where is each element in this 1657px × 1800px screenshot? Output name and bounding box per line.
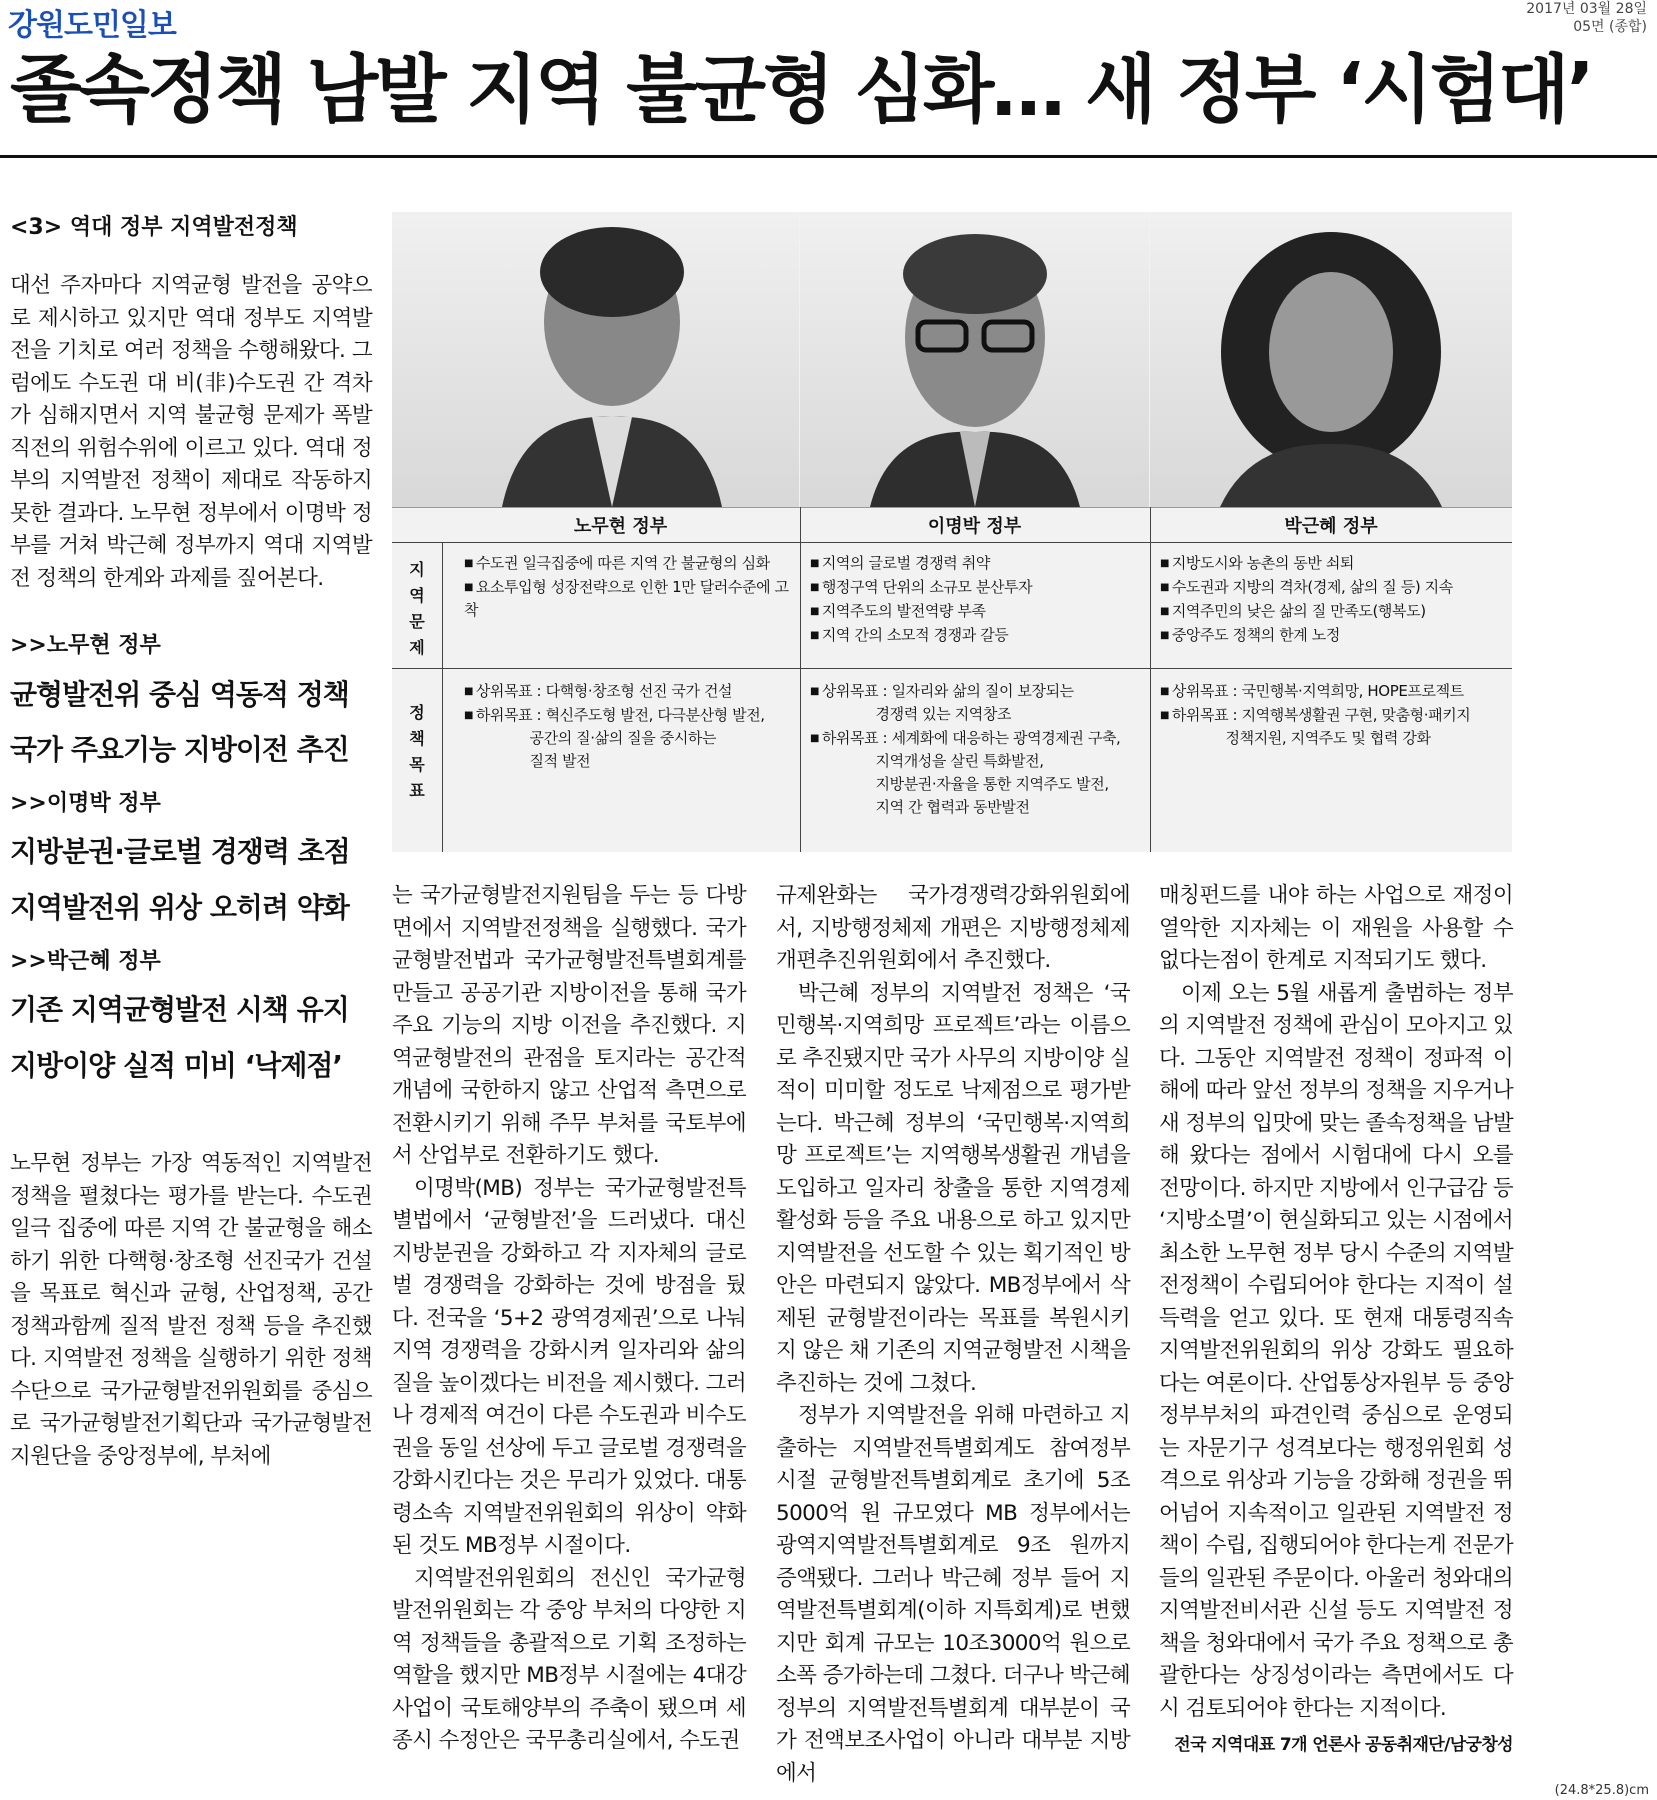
subhead-roh: >>노무현 정부 xyxy=(10,633,161,658)
paragraph: 지역발전위원회의 전신인 국가균형발전위원회는 각 중앙 부처의 다양한 지역 정책들을 총괄적으로 기획 조정하는 역할을 했지만 MB정부 시절에는 4대강 사업이 국토해양부의 주축이 됐으며 세종시 수정안은 국무총리실에서, 수도권 xyxy=(392,1565,746,1753)
article-column-2 xyxy=(392,880,746,1758)
list-item: ■ 상위목표 : 일자리와 삶의 질이 보장되는 경쟁력 있는 지역창조 xyxy=(810,680,1145,726)
goals-lee xyxy=(810,680,1145,820)
row-label-problems-text: 지역문제 xyxy=(409,560,425,657)
list-item: ■ 요소투입형 성장전략으로 인한 1만 달러수준에 고착 xyxy=(464,576,794,622)
problems-lee xyxy=(810,552,1145,648)
list-item: ■ 수도권과 지방의 격차(경제, 삶의 질 등) 지속 xyxy=(1160,576,1505,599)
gov-name-park: 박근혜 정부 xyxy=(1284,516,1378,537)
goals-roh xyxy=(464,680,794,774)
list-item: ■ 지역주도의 발전역량 부족 xyxy=(810,600,1145,623)
left-body-paragraph: 노무현 정부는 가장 역동적인 지역발전 정책을 펼쳤다는 평가를 받는다. 수도권 일극 집중에 따른 지역 간 불균형을 해소하기 위한 다핵형·창조형 선진국가 건설을 목표로 혁신과 균형, 산업정책, 공간정책과함께 질적 발전 정책 등을 추진했다. 지역발전 정책을 실행하기 위한 정책수단으로 국가균형발전위원회를 중심으로 국가균형발전기획단과 국가균형발전지원단을 중앙정부에, 부처에 xyxy=(10,1151,372,1469)
deck-roh-2: 국가 주요기능 지방이전 추진 xyxy=(10,733,349,766)
byline: 전국 지역대표 7개 언론사 공동취재단/남궁창성 xyxy=(1174,1735,1513,1755)
list-item: ■ 수도권 일극집중에 따른 지역 간 불균형의 심화 xyxy=(464,552,794,575)
label-divider xyxy=(442,542,443,852)
article-column-3 xyxy=(776,880,1130,1790)
row-label-goals-text: 정책목표 xyxy=(409,703,425,800)
policy-comparison-infographic xyxy=(392,212,1512,852)
date-line: 2017년 03월 28일 xyxy=(1526,1,1647,17)
table-top-rule xyxy=(392,542,1512,543)
deck-lee-1: 지방분권·글로벌 경쟁력 초점 xyxy=(10,835,350,868)
list-item: ■ 상위목표 : 국민행복·지역희망, HOPE프로젝트 xyxy=(1160,680,1505,703)
column-divider xyxy=(1150,507,1151,852)
issue-date xyxy=(1526,0,1647,36)
problems-park xyxy=(1160,552,1505,648)
article-headline: 졸속정책 남발 지역 불균형 심화… 새 정부 ‘시험대’ xyxy=(10,47,1592,133)
list-item: ■ 중앙주도 정책의 한계 노정 xyxy=(1160,624,1505,647)
newspaper-masthead: 강원도민일보 xyxy=(8,8,176,43)
clipping-size-note: (24.8*25.8)cm xyxy=(1554,1783,1649,1798)
row-label-goals xyxy=(392,700,442,804)
list-item: ■ 지역 간의 소모적 경쟁과 갈등 xyxy=(810,624,1145,647)
person-photo-icon xyxy=(1150,212,1512,507)
paragraph: 정부가 지역발전을 위해 마련하고 지출하는 지역발전특별회계도 참여정부 시절 균형발전특별회계로 초기에 5조 5000억 원 규모였다 MB 정부에서는 광역지역발전특별회계로 9조 원까지 증액됐다. 그러나 박근혜 정부 들어 지역발전특별회계(이하 지특회계)로 변했지만 회계 규모는 10조3000억 원으로 소폭 증가하는데 그쳤다. 더구나 박근혜 정부의 지역발전특별회계 대부분이 국가 전액보조사업이 아니라 대부분 지방에서 xyxy=(776,1403,1130,1786)
list-item: ■ 지역의 글로벌 경쟁력 취약 xyxy=(810,552,1145,575)
person-photo-icon xyxy=(392,212,799,507)
list-item: ■ 지역주민의 낮은 삶의 질 만족도(행복도) xyxy=(1160,600,1505,623)
list-item: ■ 상위목표 : 다핵형·창조형 선진 국가 건설 xyxy=(464,680,794,703)
paragraph: 규제완화는 국가경쟁력강화위원회에서, 지방행정체제 개편은 지방행정체제 개편추진위원회에서 추진했다. xyxy=(776,883,1130,973)
subhead-park: >>박근혜 정부 xyxy=(10,949,161,974)
series-title: <3> 역대 정부 지역발전정책 xyxy=(10,215,298,240)
paragraph: 매칭펀드를 내야 하는 사업으로 재정이 열악한 지자체는 이 재원을 사용할 수 없다는점이 한계로 지적되기도 했다. xyxy=(1159,883,1513,973)
paragraph: 이명박(MB) 정부는 국가균형발전특별법에서 ‘균형발전’을 드러냈다. 대신 지방분권을 강화하고 각 지자체의 글로벌 경쟁력을 강화하는 것에 방점을 뒀다. 전국을 ‘5+2 광역경제권’으로 나눠 지역 경쟁력을 강화시켜 일자리와 삶의 질을 높이겠다는 비전을 제시했다. 그러나 경제적 여건이 다른 수도권과 비수도권을 동일 선상에 두고 글로벌 경쟁력을 강화시킨다는 것은 무리가 있었다. 대통령소속 지역발전위원회의 위상이 약화된 것도 MB정부 시절이다. xyxy=(392,1175,746,1558)
photo-bottom-rule xyxy=(392,507,1512,508)
column-divider xyxy=(800,507,801,852)
row-label-problems xyxy=(392,557,442,661)
paragraph: 는 국가균형발전지원팀을 두는 등 다방면에서 지역발전정책을 실행했다. 국가균형발전법과 국가균형발전특별회계를 만들고 공공기관 지방이전을 통해 국가 주요 기능의 지방 이전을 추진했다. 지역균형발전의 관점을 토지라는 공간적 개념에 국한하지 않고 산업적 측면으로 전환시키기 위해 주무 부처를 국토부에서 산업부로 전환하기도 했다. xyxy=(392,883,746,1168)
paragraph: 이제 오는 5월 새롭게 출범하는 정부의 지역발전 정책에 관심이 모아지고 있다. 그동안 지역발전 정책이 정파적 이해에 따라 앞선 정부의 정책을 지우거나 새 정부의 입맛에 맞는 졸속정책을 남발해 왔다는 점에서 시험대에 다시 오를 전망이다. 하지만 지방에서 인구급감 등 ‘지방소멸’이 현실화되고 있는 시점에서 최소한 노무현 정부 당시 수준의 지역발전정책이 수립되어야 한다는 지적이 설득력을 얻고 있다. 또 현재 대통령직속 지역발전위원회의 위상 강화도 필요하다는 여론이다. 산업통상자원부 등 중앙 정부부처의 파견인력 중심으로 운영되는 자문기구 성격보다는 행정위원회 성격으로 위상과 기능을 강화해 정권을 뛰어넘어 지속적이고 일관된 지역발전 정책이 수립, 집행되어야 한다는게 전문가들의 일관된 주문이다. 아울러 청와대의 지역발전비서관 신설 등도 지역발전 정책을 청와대에서 국가 주요 정책으로 총괄한다는 상징성이라는 측면에서도 다시 검토되어야 한다는 지적이다. xyxy=(1159,980,1513,1721)
headline-rule xyxy=(0,155,1657,158)
deck-park-1: 기존 지역균형발전 시책 유지 xyxy=(10,993,349,1026)
portrait-lee xyxy=(800,212,1149,507)
goals-park xyxy=(1160,680,1505,751)
intro-paragraph: 대선 주자마다 지역균형 발전을 공약으로 제시하고 있지만 역대 정부도 지역발전을 기치로 여러 정책을 수행해왔다. 그럼에도 수도권 대 비(非)수도권 간 격차가 심해지면서 지역 불균형 문제가 폭발 직전의 위험수위에 이르고 있다. 역대 정부의 지역발전 정책이 제대로 작동하지 못한 결과다. 노무현 정부에서 이명박 정부를 거쳐 박근혜 정부까지 역대 지역발전 정책의 한계와 과제를 짚어본다. xyxy=(10,273,372,591)
gov-name-roh: 노무현 정부 xyxy=(573,516,668,537)
portrait-roh xyxy=(392,212,799,507)
subhead-lee: >>이명박 정부 xyxy=(10,791,161,816)
page-section: 05면 (종합) xyxy=(1573,19,1647,35)
problems-roh xyxy=(464,552,794,623)
list-item: ■ 행정구역 단위의 소규모 분산투자 xyxy=(810,576,1145,599)
list-item: ■ 지방도시와 농촌의 동반 쇠퇴 xyxy=(1160,552,1505,575)
deck-roh-1: 균형발전위 중심 역동적 정책 xyxy=(10,678,349,711)
article-column-4 xyxy=(1159,880,1513,1762)
table-mid-rule xyxy=(392,668,1512,669)
portrait-park xyxy=(1150,212,1512,507)
list-item: ■ 하위목표 : 지역행복생활권 구현, 맞춤형·패키지 정책지원, 지역주도 및 협력 강화 xyxy=(1160,704,1505,750)
list-item: ■ 하위목표 : 혁신주도형 발전, 다극분산형 발전, 공간의 질·삶의 질을 중시하는 질적 발전 xyxy=(464,704,794,773)
deck-park-2: 지방이양 실적 미비 ‘낙제점’ xyxy=(10,1049,343,1082)
paragraph: 박근혜 정부의 지역발전 정책은 ‘국민행복·지역희망 프로젝트’라는 이름으로 추진됐지만 국가 사무의 지방이양 실적이 미미할 정도로 낙제점으로 평가받는다. 박근혜 정부의 ‘국민행복·지역희망 프로젝트’는 지역행복생활권 개념을 도입하고 일자리 창출을 통한 지역경제 활성화 등을 주요 내용으로 하고 있지만 지역발전을 선도할 수 있는 획기적인 방안은 마련되지 않았다. MB정부에서 삭제된 균형발전이라는 목표를 복원시키지 않은 채 기존의 지역균형발전 시책을 추진하는 것에 그쳤다. xyxy=(776,980,1130,1396)
gov-name-lee: 이명박 정부 xyxy=(927,516,1022,537)
deck-lee-2: 지역발전위 위상 오히려 약화 xyxy=(10,891,349,924)
person-photo-icon xyxy=(800,212,1149,507)
list-item: ■ 하위목표 : 세계화에 대응하는 광역경제권 구축, 지역개성을 살린 특화발전, 지방분권·자율을 통한 지역주도 발전, 지역 간 협력과 동반발전 xyxy=(810,727,1145,819)
